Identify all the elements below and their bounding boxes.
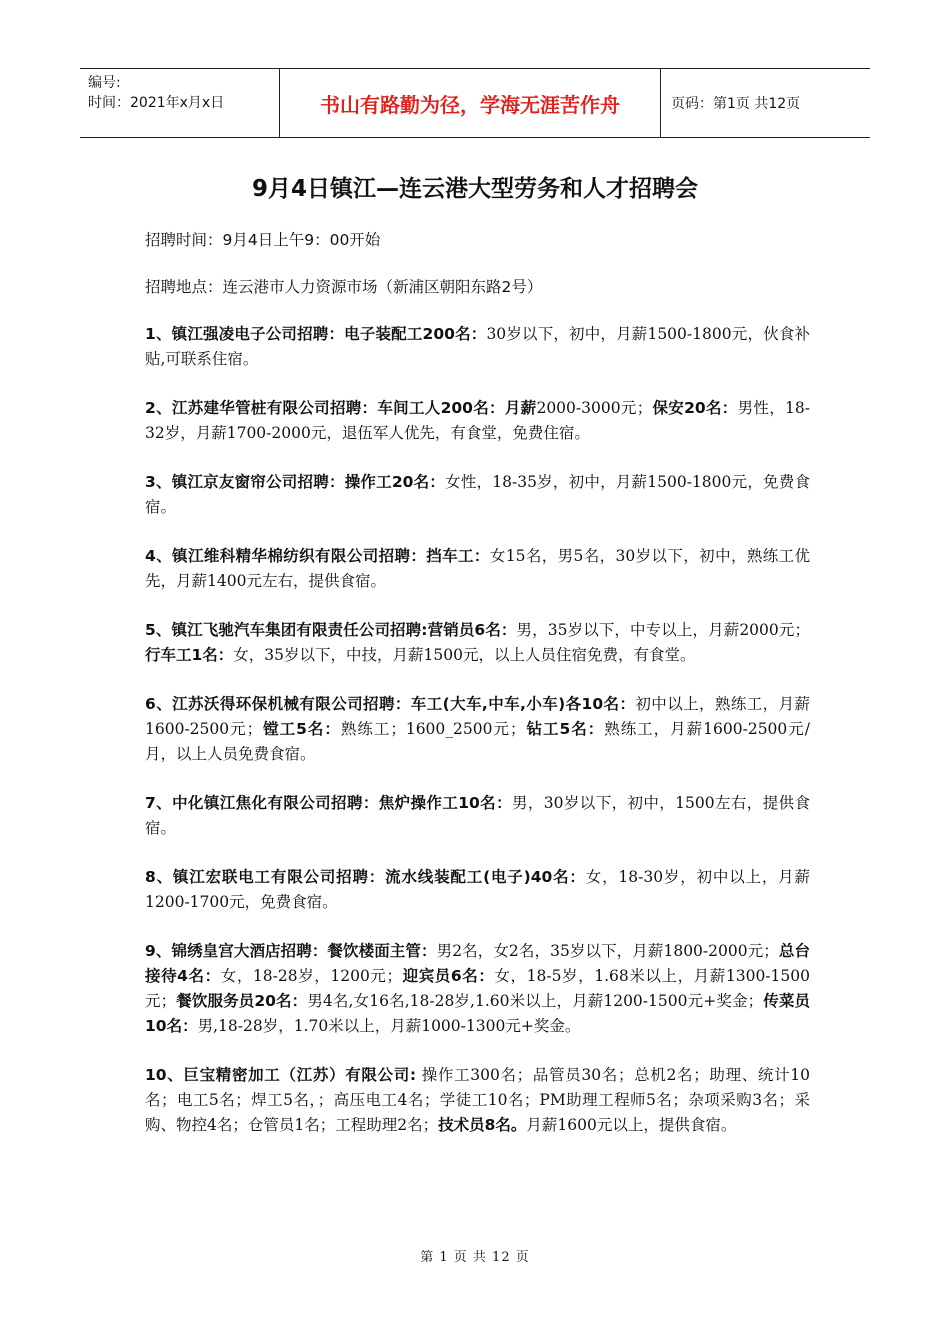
listing-heading: 钻工5名： [525, 720, 605, 738]
document-number: 编号: [88, 75, 121, 91]
listing-heading: 餐饮服务员20名： [176, 992, 308, 1010]
job-listing [145, 322, 810, 372]
listing-detail: 女性，18-35岁，初中，月薪1500-1800元，免费食宿。 [145, 473, 810, 516]
listing-detail: 30岁以下，初中，月薪1500-1800元，伙食补贴,可联系住宿。 [145, 325, 810, 368]
listing-heading: 4、镇江维科精华棉纺织有限公司招聘：挡车工： [145, 547, 490, 565]
job-listing [145, 692, 810, 767]
listing-heading: 1、镇江强凌电子公司招聘：电子装配工200名： [145, 325, 487, 343]
job-listing [145, 865, 810, 915]
header-meta-cell [80, 69, 280, 137]
header-page-number: 页码：第1页 共12页 [671, 96, 801, 112]
listing-heading: 9、锦绣皇宫大酒店招聘：餐饮楼面主管： [145, 942, 437, 960]
recruit-time: 招聘时间：9月4日上午9：00开始 [145, 231, 381, 249]
listing-detail: 女，18-5岁，1.68米以上，月薪1300-1500元； [145, 967, 810, 1010]
listing-heading: 6、江苏沃得环保机械有限公司招聘：车工(大车,中车,小车)各10名： [145, 695, 636, 713]
listing-heading: 总台接待4名： [145, 942, 810, 985]
job-listing [145, 1063, 810, 1138]
job-listing [145, 791, 810, 841]
listing-heading: 2、江苏建华管桩有限公司招聘：车间工人200名：月薪 [145, 399, 537, 417]
recruit-place: 招聘地点：连云港市人力资源市场（新浦区朝阳东路2号） [145, 278, 543, 296]
job-listing [145, 396, 810, 446]
listing-heading: 7、中化镇江焦化有限公司招聘：焦炉操作工10名： [145, 794, 512, 812]
job-listing [145, 470, 810, 520]
listing-detail: 男，35岁以下，中专以上，月薪2000元； [516, 621, 810, 639]
listing-detail: 女，18-28岁，1200元； [220, 967, 403, 985]
listing-detail: 初中以上，熟练工，月薪1600-2500元； [145, 695, 810, 738]
listing-detail: 女，35岁以下，中技，月薪1500元，以上人员住宿免费，有食堂。 [233, 646, 696, 664]
listing-heading: 保安20名： [652, 399, 738, 417]
document-time: 时间：2021年x月x日 [88, 95, 225, 111]
listing-detail: 女15名，男5名，30岁以下，初中，熟练工优先，月薪1400元左右，提供食宿。 [145, 547, 811, 590]
listing-heading: 技术员8名。 [438, 1116, 527, 1134]
listing-detail: 2000-3000元； [536, 399, 653, 417]
listing-detail: 男，30岁以下，初中，1500左右，提供食宿。 [145, 794, 811, 837]
listing-detail: 熟练工，月薪1600-2500元/月，以上人员免费食宿。 [145, 720, 810, 763]
job-listing [145, 618, 810, 668]
listing-detail: 熟练工；1600_2500元； [340, 720, 526, 738]
listing-heading: 行车工1名： [145, 646, 234, 664]
document-title: 9月4日镇江—连云港大型劳务和人才招聘会 [251, 176, 698, 202]
listing-detail: 男4名,女16名,18-28岁,1.60米以上，月薪1200-1500元+奖金； [307, 992, 764, 1010]
listing-detail: 女，18-30岁，初中以上，月薪1200-1700元，免费食宿。 [145, 868, 811, 911]
listing-detail: 男2名，女2名，35岁以下，月薪1800-2000元； [436, 942, 779, 960]
listing-heading: 迎宾员6名： [402, 967, 495, 985]
listing-detail: 操作工300名；品管员30名；总机2名；助理、统计10名；电工5名；焊工5名，；高压电工4名；学徒工10名；PM助理工程师5名；杂项采购3名；采购、物控4名；仓管员1名；工程助理2名； [145, 1066, 810, 1134]
listing-heading: 镗工5名： [262, 720, 341, 738]
listing-heading: 10、巨宝精密加工（江苏）有限公司: [145, 1066, 417, 1084]
page-header [80, 68, 870, 138]
listing-detail: 男性，18-32岁，月薪1700-2000元，退伍军人优先，有食堂，免费住宿。 [145, 399, 810, 442]
job-listing [145, 544, 810, 594]
document-body [145, 228, 810, 1162]
listing-heading: 3、镇江京友窗帘公司招聘：操作工20名： [145, 473, 446, 491]
listing-detail: 月薪1600元以上，提供食宿。 [526, 1116, 737, 1134]
page-footer: 第 1 页 共 12 页 [420, 1250, 530, 1265]
job-listings [145, 322, 810, 1138]
header-motto: 书山有路勤为径，学海无涯苦作舟 [280, 69, 661, 137]
job-listing [145, 939, 810, 1039]
listing-heading: 5、镇江飞驰汽车集团有限责任公司招聘:营销员6名： [145, 621, 517, 639]
listing-heading: 传菜员10名： [145, 992, 810, 1035]
listing-heading: 8、镇江宏联电工有限公司招聘：流水线装配工(电子)40名： [145, 868, 586, 886]
listing-detail: 男,18-28岁，1.70米以上，月薪1000-1300元+奖金。 [197, 1017, 581, 1035]
